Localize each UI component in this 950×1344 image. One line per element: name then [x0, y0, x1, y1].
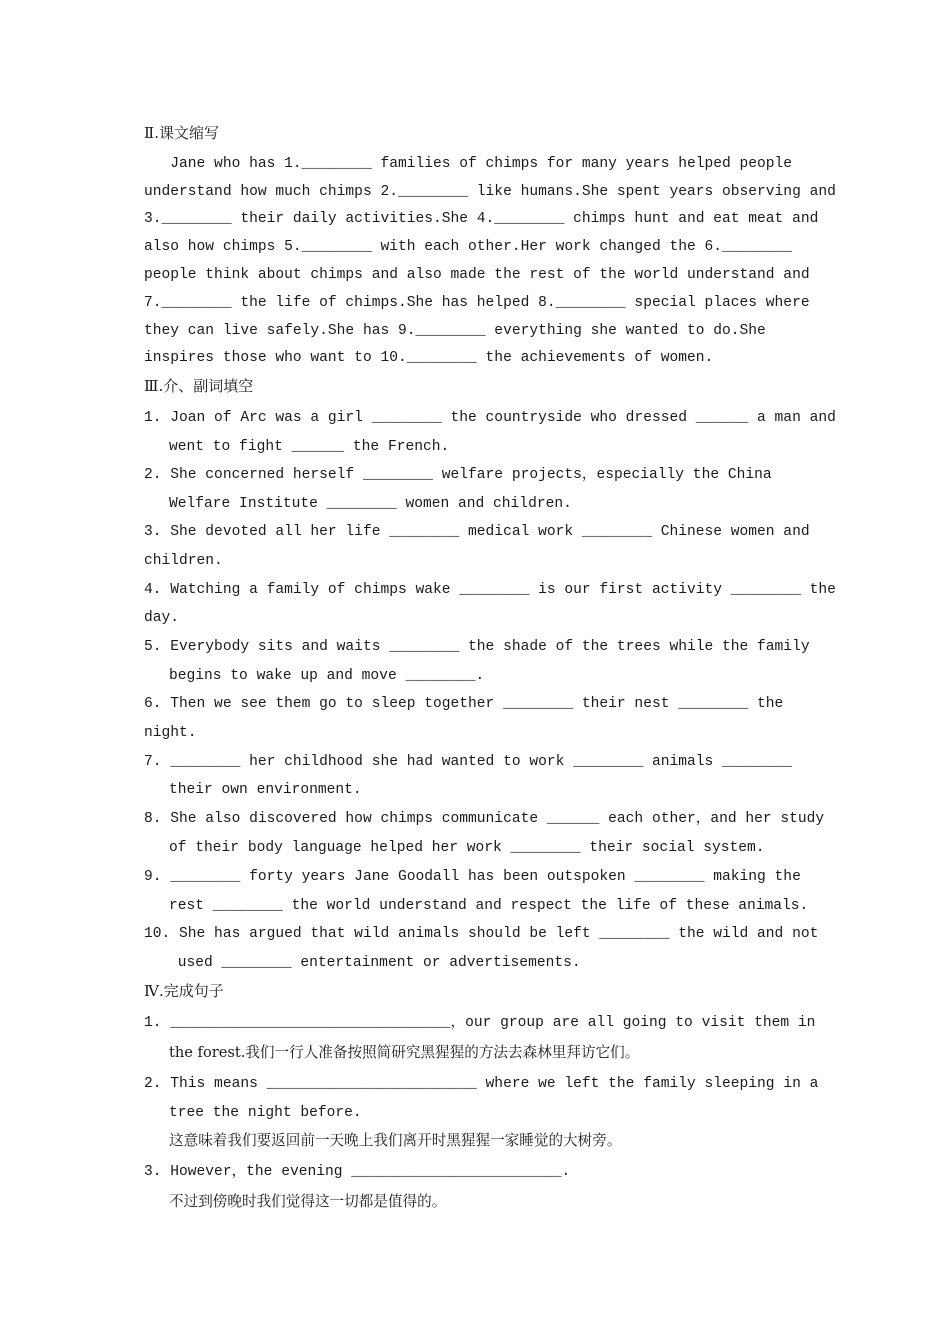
section-heading-sentences: Ⅳ.完成句子 [144, 982, 224, 1000]
exercise-item: 7. ________ her childhood she had wanted to work ________ animals ________ [144, 754, 793, 770]
section-heading-summary: Ⅱ.课文缩写 [144, 124, 219, 142]
exercise-item: 2. She concerned herself ________ welfare projects，especially the China [144, 467, 772, 483]
exercise-item-continued: rest ________ the world understand and respect the life of these animals. [169, 898, 809, 914]
summary-line: they can live safely.She has 9.________ everything she wanted to do.She [144, 323, 766, 339]
sentence-item: 3. However，the evening ________________________. [144, 1164, 571, 1180]
sentence-item: 2. This means ________________________ where we left the family sleeping in a [144, 1076, 819, 1092]
sentence-item: 1. ________________________________，our group are all going to visit them in [144, 1015, 816, 1031]
sentence-item-continued: the forest.我们一行人准备按照简研究黑猩猩的方法去森林里拜访它们。 [169, 1044, 640, 1061]
exercise-item-continued: begins to wake up and move ________. [169, 668, 485, 684]
exercise-item-continued: day. [144, 610, 180, 626]
section-heading-prepositions: Ⅲ.介、副词填空 [144, 377, 254, 395]
summary-line: 3.________ their daily activities.She 4.________ chimps hunt and eat meat and [144, 211, 819, 227]
exercise-item-continued: went to fight ______ the French. [169, 439, 450, 455]
exercise-item-continued: their own environment. [169, 782, 362, 798]
summary-line: Jane who has 1.________ families of chimps for many years helped people [144, 156, 793, 172]
summary-line: 7.________ the life of chimps.She has helped 8.________ special places where [144, 295, 810, 311]
summary-line: inspires those who want to 10.________ the achievements of women. [144, 350, 714, 366]
sentence-item-continued: tree the night before. [169, 1105, 362, 1121]
exercise-item-continued: of their body language helped her work ________ their social system. [169, 840, 765, 856]
summary-line: people think about chimps and also made the rest of the world understand and [144, 267, 810, 283]
exercise-item: 4. Watching a family of chimps wake ________ is our first activity ________ the [144, 582, 836, 598]
sentence-translation: 这意味着我们要返回前一天晚上我们离开时黑猩猩一家睡觉的大树旁。 [169, 1132, 622, 1149]
exercise-item: 9. ________ forty years Jane Goodall has been outspoken ________ making the [144, 869, 801, 885]
exercise-item-continued: children. [144, 553, 223, 569]
exercise-item: 3. She devoted all her life ________ medical work ________ Chinese women and [144, 524, 810, 540]
exercise-item: 8. She also discovered how chimps communicate ______ each other，and her study [144, 811, 825, 827]
exercise-item: 6. Then we see them go to sleep together ________ their nest ________ the [144, 696, 784, 712]
exercise-item-continued: Welfare Institute ________ women and children. [169, 496, 572, 512]
exercise-item: 5. Everybody sits and waits ________ the shade of the trees while the family [144, 639, 810, 655]
sentence-translation: 不过到傍晚时我们觉得这一切都是值得的。 [169, 1193, 447, 1210]
exercise-item-continued: used ________ entertainment or advertisements. [169, 955, 581, 971]
exercise-item-continued: night. [144, 725, 197, 741]
summary-line: understand how much chimps 2.________ like humans.She spent years observing and [144, 184, 836, 200]
summary-line: also how chimps 5.________ with each other.Her work changed the 6.________ [144, 239, 793, 255]
exercise-item: 1. Joan of Arc was a girl ________ the countryside who dressed ______ a man and [144, 410, 836, 426]
exercise-item: 10. She has argued that wild animals should be left ________ the wild and not [144, 926, 819, 942]
